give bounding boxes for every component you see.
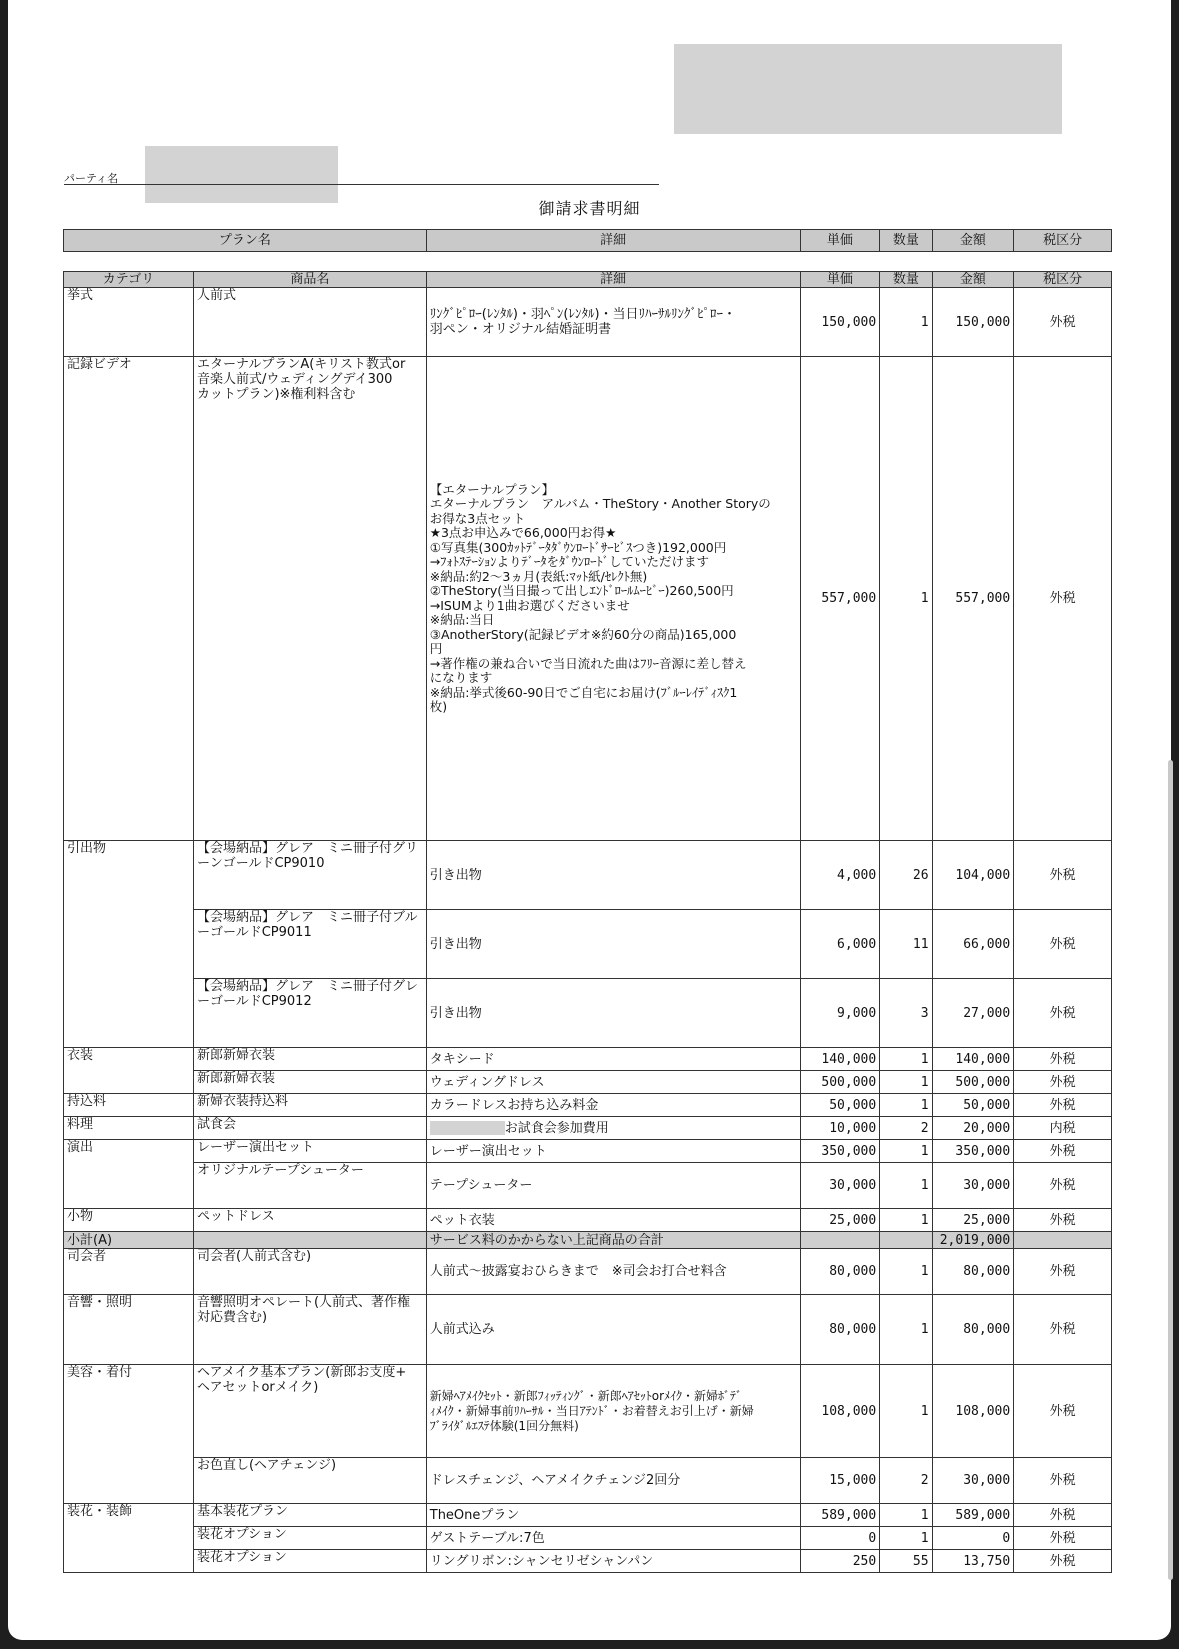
row-category: 持込料 <box>64 1094 194 1117</box>
row-amount: 104,000 <box>932 841 1014 910</box>
table-row <box>64 357 1112 841</box>
row-product: ヘアメイク基本プラン(新郎お支度+ ヘアセットorメイク) <box>193 1365 426 1458</box>
row-detail: 人前式～披露宴おひらきまで ※司会お打合せ料含 <box>426 1249 800 1295</box>
table-row <box>64 1504 1112 1527</box>
row-quantity: 55 <box>880 1550 932 1573</box>
col-quantity: 数量 <box>880 272 932 288</box>
row-quantity: 2 <box>880 1458 932 1504</box>
row-category: 美容・着付 <box>64 1365 194 1504</box>
subtotal-detail: サービス料のかからない上記商品の合計 <box>426 1232 800 1249</box>
row-tax: 外税 <box>1014 1071 1112 1094</box>
row-tax: 外税 <box>1014 1458 1112 1504</box>
table-row <box>64 1048 1112 1071</box>
col-product: 商品名 <box>193 272 426 288</box>
row-unit-price: 140,000 <box>800 1048 880 1071</box>
row-amount: 25,000 <box>932 1209 1014 1232</box>
row-product: 新婦衣装持込料 <box>193 1094 426 1117</box>
subtotal-row <box>64 1232 1112 1249</box>
table-row <box>64 1163 1112 1209</box>
row-tax: 外税 <box>1014 357 1112 841</box>
row-unit-price: 15,000 <box>800 1458 880 1504</box>
col-unit-price: 単価 <box>800 272 880 288</box>
row-tax: 外税 <box>1014 979 1112 1048</box>
party-name-underline <box>64 184 659 185</box>
row-tax: 外税 <box>1014 1527 1112 1550</box>
col-detail: 詳細 <box>426 272 800 288</box>
table-row <box>64 1071 1112 1094</box>
row-tax: 外税 <box>1014 288 1112 357</box>
row-unit-price: 0 <box>800 1527 880 1550</box>
table-row <box>64 288 1112 357</box>
row-tax: 外税 <box>1014 1365 1112 1458</box>
row-detail: 引き出物 <box>426 841 800 910</box>
row-tax: 外税 <box>1014 1550 1112 1573</box>
table-row <box>64 1550 1112 1573</box>
row-product: 新郎新婦衣装 <box>193 1071 426 1094</box>
row-category: 引出物 <box>64 841 194 1048</box>
row-detail: ウェディングドレス <box>426 1071 800 1094</box>
row-detail: ペット衣装 <box>426 1209 800 1232</box>
table-row <box>64 1458 1112 1504</box>
col-tax: 税区分 <box>1014 272 1112 288</box>
table-row <box>64 1365 1112 1458</box>
row-amount: 108,000 <box>932 1365 1014 1458</box>
row-unit-price: 108,000 <box>800 1365 880 1458</box>
row-category: 衣装 <box>64 1048 194 1094</box>
document-title: 御請求書明細 <box>538 199 641 218</box>
row-detail: テープシューター <box>426 1163 800 1209</box>
row-amount: 80,000 <box>932 1249 1014 1295</box>
row-quantity: 2 <box>880 1117 932 1140</box>
row-amount: 150,000 <box>932 288 1014 357</box>
row-quantity: 1 <box>880 1048 932 1071</box>
row-amount: 589,000 <box>932 1504 1014 1527</box>
row-detail: お試食会参加費用 <box>504 1120 609 1136</box>
row-quantity: 1 <box>880 1295 932 1365</box>
party-name-label: パーティ名 <box>64 172 119 185</box>
subtotal-amount: 2,019,000 <box>932 1232 1014 1249</box>
row-category: 音響・照明 <box>64 1295 194 1365</box>
row-product: 新郎新婦衣装 <box>193 1048 426 1071</box>
row-tax: 外税 <box>1014 1094 1112 1117</box>
row-detail: リングリボン:シャンセリゼシャンパン <box>426 1550 800 1573</box>
plan-col-unit-price: 単価 <box>800 230 880 252</box>
redacted-header-block <box>674 44 1062 134</box>
row-category: 料理 <box>64 1117 194 1140</box>
row-category: 演出 <box>64 1140 194 1209</box>
row-unit-price: 150,000 <box>800 288 880 357</box>
row-amount: 557,000 <box>932 357 1014 841</box>
redacted-party-name <box>145 146 338 203</box>
table-row <box>64 910 1112 979</box>
row-detail: カラードレスお持ち込み料金 <box>426 1094 800 1117</box>
row-detail: 【エターナルプラン】 エターナルプラン アルバム・TheStory・Another Storyの お得な3点セット ★3点お申込みで66,000円お得★ ①写真集(300ｶｯﾄﾃﾞｰﾀﾀﾞｳﾝﾛｰﾄﾞｻｰﾋﾞｽつき)192,000円 →ﾌｫﾄｽﾃｰｼｮﾝよりﾃﾞｰﾀをﾀﾞｳﾝﾛｰﾄﾞしていただけます ※納品:約2～3ヵ月(表紙:ﾏｯﾄ紙/ｾﾚｸﾄ無) ②TheStory(当日撮って出しｴﾝﾄﾞﾛｰﾙﾑｰﾋﾞｰ)260,500円 →ISUMより1曲お選びくださいませ ※納品:当日 ③AnotherStory(記録ビデオ※約60分の商品)165,000 円 →著作権の兼ね合いで当日流れた曲はﾌﾘｰ音源に差し替え になります ※納品:挙式後60-90日でご自宅にお届け(ﾌﾞﾙｰﾚｲﾃﾞｨｽｸ1 枚) <box>426 357 800 841</box>
row-tax: 外税 <box>1014 1504 1112 1527</box>
row-detail: ゲストテーブル:7色 <box>426 1527 800 1550</box>
table-row <box>64 1527 1112 1550</box>
row-product: 司会者(人前式含む) <box>193 1249 426 1295</box>
row-detail: 人前式込み <box>426 1295 800 1365</box>
table-row <box>64 1249 1112 1295</box>
row-unit-price: 589,000 <box>800 1504 880 1527</box>
row-amount: 80,000 <box>932 1295 1014 1365</box>
row-tax: 内税 <box>1014 1117 1112 1140</box>
row-tax: 外税 <box>1014 1295 1112 1365</box>
row-amount: 27,000 <box>932 979 1014 1048</box>
row-product: 試食会 <box>193 1117 426 1140</box>
row-unit-price: 6,000 <box>800 910 880 979</box>
row-detail: ドレスチェンジ、ヘアメイクチェンジ2回分 <box>426 1458 800 1504</box>
row-product: お色直し(ヘアチェンジ) <box>193 1458 426 1504</box>
row-product: エターナルプランA(キリスト教式or 音楽人前式/ウェディングデイ300 カットプラン)※権利料含む <box>193 357 426 841</box>
row-unit-price: 50,000 <box>800 1094 880 1117</box>
invoice-page <box>8 0 1171 1640</box>
row-product: 【会場納品】グレア ミニ冊子付ブル ーゴールドCP9011 <box>193 910 426 979</box>
row-detail: タキシード <box>426 1048 800 1071</box>
row-detail: ﾘﾝｸﾞﾋﾟﾛｰ(ﾚﾝﾀﾙ)・羽ﾍﾟﾝ(ﾚﾝﾀﾙ)・当日ﾘﾊｰｻﾙﾘﾝｸﾞﾋﾟﾛｰ・ 羽ペン・オリジナル結婚証明書 <box>426 288 800 357</box>
table-row <box>64 1209 1112 1232</box>
row-detail: 引き出物 <box>426 910 800 979</box>
row-amount: 66,000 <box>932 910 1014 979</box>
row-detail: 新婦ﾍｱﾒｲｸｾｯﾄ・新郎ﾌｨｯﾃｨﾝｸﾞ・新郎ﾍｱｾｯﾄorﾒｲｸ・新婦ﾎﾞﾃﾞ ｨﾒｲｸ・新婦事前ﾘﾊｰｻﾙ・当日ｱﾃﾝﾄﾞ・お着替えお引上げ・新婦 ﾌﾞﾗｲﾀﾞﾙｴｽﾃ体験(1回分無料) <box>426 1365 800 1458</box>
row-unit-price: 80,000 <box>800 1295 880 1365</box>
row-quantity: 11 <box>880 910 932 979</box>
row-quantity: 1 <box>880 1163 932 1209</box>
vertical-scrollbar[interactable] <box>1168 760 1173 1580</box>
row-category: 記録ビデオ <box>64 357 194 841</box>
row-product: 装花オプション <box>193 1527 426 1550</box>
row-unit-price: 500,000 <box>800 1071 880 1094</box>
table-row <box>64 1117 1112 1140</box>
row-unit-price: 80,000 <box>800 1249 880 1295</box>
row-tax: 外税 <box>1014 841 1112 910</box>
row-product: オリジナルテープシューター <box>193 1163 426 1209</box>
table-row <box>64 1140 1112 1163</box>
row-amount: 13,750 <box>932 1550 1014 1573</box>
row-quantity: 1 <box>880 1365 932 1458</box>
row-tax: 外税 <box>1014 1209 1112 1232</box>
row-detail: 引き出物 <box>426 979 800 1048</box>
table-row <box>64 841 1112 910</box>
row-tax: 外税 <box>1014 1249 1112 1295</box>
subtotal-label: 小計(A) <box>64 1232 194 1249</box>
row-quantity: 1 <box>880 1071 932 1094</box>
table-row <box>64 979 1112 1048</box>
row-quantity: 1 <box>880 1504 932 1527</box>
row-tax: 外税 <box>1014 910 1112 979</box>
row-quantity: 3 <box>880 979 932 1048</box>
row-unit-price: 250 <box>800 1550 880 1573</box>
row-product: 装花オプション <box>193 1550 426 1573</box>
row-amount: 140,000 <box>932 1048 1014 1071</box>
row-unit-price: 557,000 <box>800 357 880 841</box>
row-quantity: 1 <box>880 1094 932 1117</box>
row-category: 挙式 <box>64 288 194 357</box>
row-amount: 350,000 <box>932 1140 1014 1163</box>
row-tax: 外税 <box>1014 1140 1112 1163</box>
row-product: 【会場納品】グレア ミニ冊子付グレ ーゴールドCP9012 <box>193 979 426 1048</box>
row-unit-price: 25,000 <box>800 1209 880 1232</box>
row-product: 基本装花プラン <box>193 1504 426 1527</box>
row-quantity: 26 <box>880 841 932 910</box>
row-unit-price: 350,000 <box>800 1140 880 1163</box>
table-row <box>64 1295 1112 1365</box>
row-unit-price: 30,000 <box>800 1163 880 1209</box>
plan-col-quantity: 数量 <box>880 230 932 252</box>
row-quantity: 1 <box>880 1249 932 1295</box>
row-detail-cell <box>426 1117 800 1140</box>
plan-col-plan-name: プラン名 <box>64 230 427 252</box>
row-tax: 外税 <box>1014 1048 1112 1071</box>
row-amount: 0 <box>932 1527 1014 1550</box>
plan-col-amount: 金額 <box>932 230 1014 252</box>
row-detail: TheOneプラン <box>426 1504 800 1527</box>
row-quantity: 1 <box>880 288 932 357</box>
col-category: カテゴリ <box>64 272 194 288</box>
row-quantity: 1 <box>880 1209 932 1232</box>
row-product: レーザー演出セット <box>193 1140 426 1163</box>
table-row <box>64 1094 1112 1117</box>
row-unit-price: 9,000 <box>800 979 880 1048</box>
row-product: ペットドレス <box>193 1209 426 1232</box>
row-category: 装花・装飾 <box>64 1504 194 1573</box>
row-product: 【会場納品】グレア ミニ冊子付グリ ーンゴールドCP9010 <box>193 841 426 910</box>
row-product: 人前式 <box>193 288 426 357</box>
row-quantity: 1 <box>880 357 932 841</box>
items-table <box>63 271 1112 1573</box>
plan-col-detail: 詳細 <box>426 230 800 252</box>
items-table-header <box>64 272 1112 288</box>
col-amount: 金額 <box>932 272 1014 288</box>
redacted-detail <box>430 1121 505 1135</box>
row-amount: 30,000 <box>932 1163 1014 1209</box>
row-tax: 外税 <box>1014 1163 1112 1209</box>
row-unit-price: 10,000 <box>800 1117 880 1140</box>
row-quantity: 1 <box>880 1527 932 1550</box>
row-amount: 50,000 <box>932 1094 1014 1117</box>
plan-table-header <box>64 230 1112 252</box>
plan-table <box>63 229 1112 252</box>
row-quantity: 1 <box>880 1140 932 1163</box>
row-unit-price: 4,000 <box>800 841 880 910</box>
row-category: 小物 <box>64 1209 194 1232</box>
row-amount: 500,000 <box>932 1071 1014 1094</box>
row-amount: 30,000 <box>932 1458 1014 1504</box>
row-category: 司会者 <box>64 1249 194 1295</box>
row-amount: 20,000 <box>932 1117 1014 1140</box>
row-detail: レーザー演出セット <box>426 1140 800 1163</box>
row-product: 音響照明オペレート(人前式、著作権 対応費含む) <box>193 1295 426 1365</box>
plan-col-tax: 税区分 <box>1014 230 1112 252</box>
